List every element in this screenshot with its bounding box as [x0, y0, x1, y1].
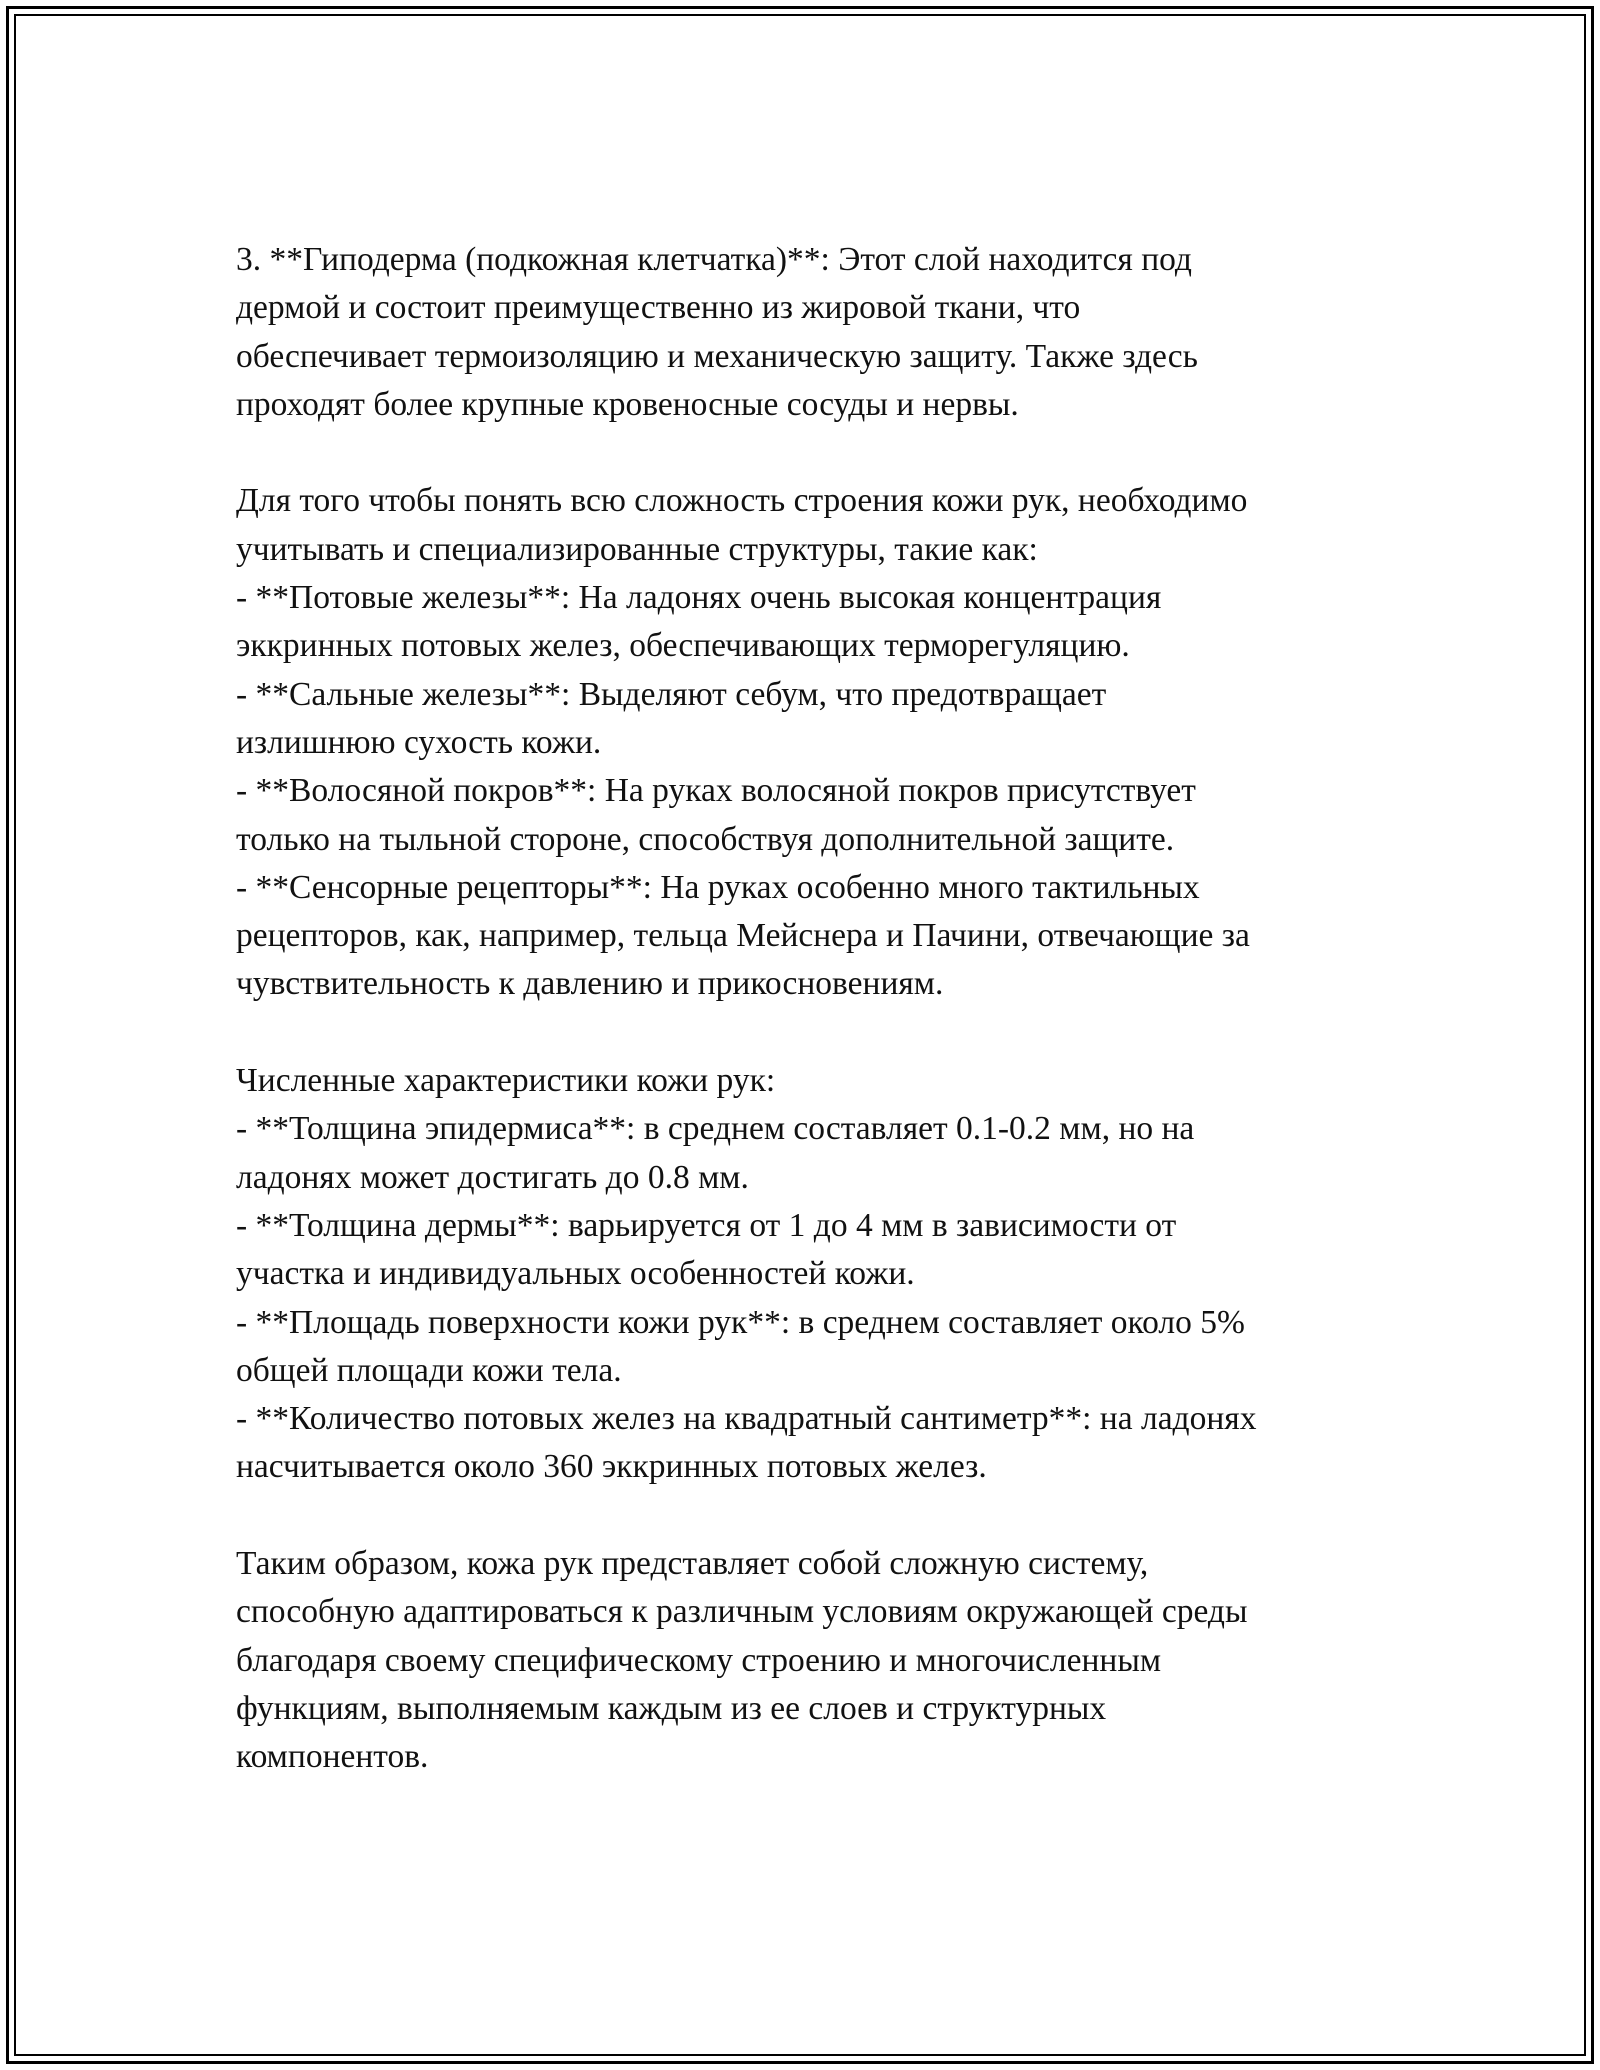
paragraph-spacer [236, 1009, 1416, 1057]
text-line: благодаря своему специфическому строению и многочисленным [236, 1641, 1162, 1679]
text-line: чувствительность к давлению и прикосновениям. [236, 965, 944, 1003]
text-line: ладонях может достигать до 0.8 мм. [236, 1158, 749, 1196]
paragraph-numerical-characteristics [236, 1057, 1416, 1492]
text-line: Для того чтобы понять всю сложность строения кожи рук, необходимо [236, 482, 1248, 520]
list-item-sensory-receptors: - **Сенсорные рецепторы**: На руках особенно много тактильных [236, 868, 1200, 906]
text-line: излишнюю сухость кожи. [236, 723, 602, 761]
text-line: только на тыльной стороне, способствуя дополнительной защите. [236, 820, 1175, 858]
list-item-sweat-gland-density: - **Количество потовых желез на квадратный сантиметр**: на ладонях [236, 1400, 1257, 1438]
paragraph-spacer [236, 429, 1416, 477]
text-line: дермой и состоит преимущественно из жировой ткани, что [236, 289, 1081, 327]
text-line: способную адаптироваться к различным условиям окружающей среды [236, 1593, 1248, 1631]
list-item-dermis-thickness: - **Толщина дермы**: варьируется от 1 до 4 мм в зависимости от [236, 1206, 1177, 1244]
paragraph-specialized-structures [236, 477, 1416, 1008]
text-line: участка и индивидуальных особенностей кожи. [236, 1255, 915, 1293]
text-line: рецепторов, как, например, тельца Мейснера и Пачини, отвечающие за [236, 917, 1250, 955]
text-line: учитывать и специализированные структуры, такие как: [236, 530, 1038, 568]
list-item-hair-cover: - **Волосяной покров**: На руках волосяной покров присутствует [236, 772, 1196, 810]
text-line: функциям, выполняемым каждым из ее слоев и структурных [236, 1689, 1107, 1727]
text-line: эккринных потовых желез, обеспечивающих терморегуляцию. [236, 627, 1130, 665]
section-heading-line: Численные характеристики кожи рук: [236, 1062, 776, 1100]
paragraph-conclusion [236, 1540, 1416, 1781]
paragraph-spacer [236, 1492, 1416, 1540]
text-line: насчитывается около 360 эккринных потовых желез. [236, 1448, 987, 1486]
list-item-sebaceous-glands: - **Сальные железы**: Выделяют себум, что предотвращает [236, 675, 1107, 713]
list-item-sweat-glands: - **Потовые железы**: На ладонях очень высокая концентрация [236, 579, 1162, 617]
text-line: обеспечивает термоизоляцию и механическую защиту. Также здесь [236, 337, 1198, 375]
paragraph-hypodermis [236, 236, 1416, 429]
text-line: общей площади кожи тела. [236, 1351, 622, 1389]
text-line: проходят более крупные кровеносные сосуды и нервы. [236, 385, 1019, 423]
text-line: компонентов. [236, 1738, 429, 1776]
document-body [236, 236, 1416, 1782]
text-line: Таким образом, кожа рук представляет собой сложную систему, [236, 1545, 1149, 1583]
text-line: 3. **Гиподерма (подкожная клетчатка)**: Этот слой находится под [236, 241, 1192, 278]
list-item-surface-area: - **Площадь поверхности кожи рук**: в среднем составляет около 5% [236, 1303, 1245, 1341]
list-item-epidermis-thickness: - **Толщина эпидермиса**: в среднем составляет 0.1-0.2 мм, но на [236, 1110, 1195, 1148]
